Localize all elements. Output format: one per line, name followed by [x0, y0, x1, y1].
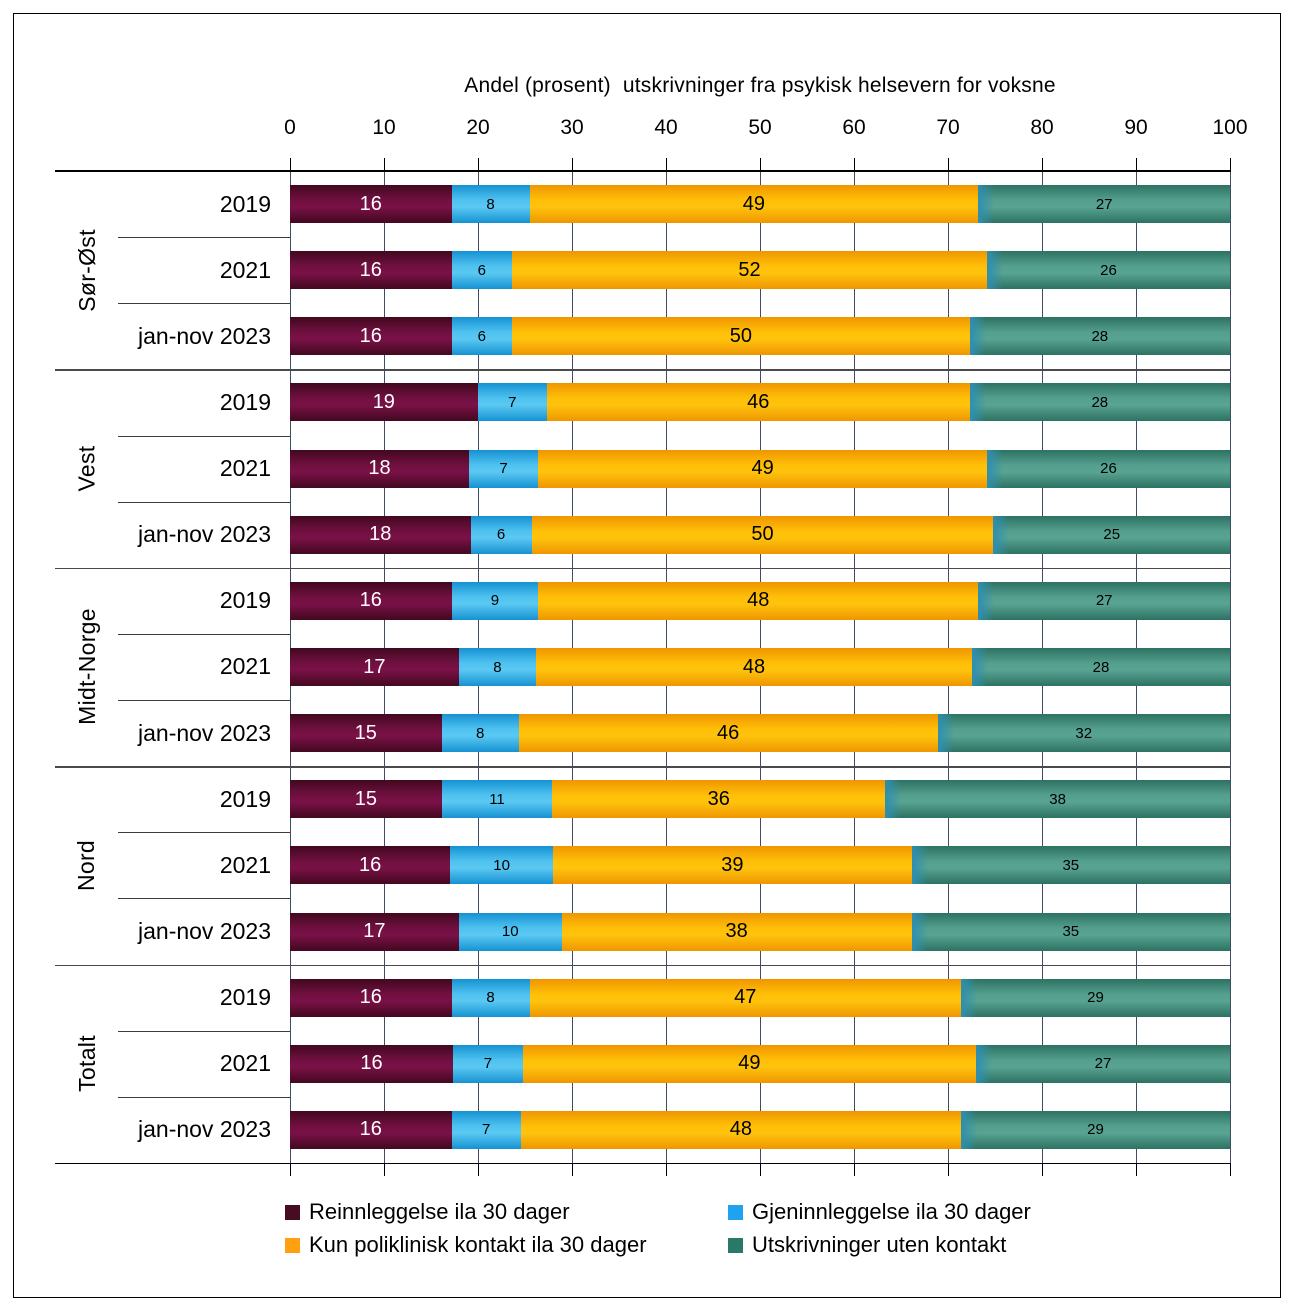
category-label: 2021	[219, 1050, 271, 1077]
group-label: Vest	[73, 445, 100, 492]
bar-segment	[290, 383, 478, 421]
bar-value-label: 16	[360, 1052, 383, 1075]
axis-tick-label: 90	[1124, 116, 1148, 139]
legend-swatch	[728, 1238, 743, 1253]
bar-value-label: 29	[1087, 1121, 1104, 1139]
bar-value-label: 8	[476, 724, 485, 742]
bar-segment	[885, 780, 1230, 818]
legend-entry	[285, 1199, 728, 1225]
bar-value-label: 52	[738, 258, 761, 281]
bar-value-label: 15	[354, 787, 377, 810]
bar-segment	[290, 516, 471, 554]
bar-value-label: 36	[707, 787, 730, 810]
bar-value-label: 48	[729, 1118, 752, 1141]
bar-segment	[290, 582, 452, 620]
bar-segment	[538, 450, 987, 488]
bar-value-label: 19	[372, 390, 395, 413]
bar-value-label: 35	[1062, 923, 1080, 941]
category-label: jan-nov 2023	[138, 521, 271, 548]
bar-value-label: 8	[486, 989, 495, 1007]
axis-tick-label: 70	[936, 116, 960, 139]
bar-segment	[452, 582, 539, 620]
bar-segment	[290, 251, 452, 289]
stacked-bar	[290, 913, 1230, 951]
bar-value-label: 38	[725, 920, 748, 943]
bar-value-label: 27	[1095, 592, 1113, 610]
bar-segment	[290, 846, 450, 884]
legend-swatch	[728, 1205, 743, 1220]
bar-segment	[987, 251, 1230, 289]
bar-segment	[976, 1045, 1230, 1083]
bar-value-label: 32	[1075, 724, 1093, 742]
category-label: jan-nov 2023	[138, 322, 271, 349]
group-label: Sør-Øst	[73, 228, 100, 312]
bar-segment	[552, 780, 885, 818]
bar-segment	[290, 979, 452, 1017]
stacked-bar	[290, 846, 1230, 884]
stacked-bar	[290, 582, 1230, 620]
bar-value-label: 7	[483, 1055, 493, 1073]
bar-value-label: 46	[717, 721, 740, 744]
bar-value-label: 6	[477, 327, 486, 345]
axis-tick-bottom	[666, 1163, 667, 1176]
legend-label: Gjeninnleggelse ila 30 dager	[752, 1199, 1031, 1224]
stacked-bar	[290, 780, 1230, 818]
axis-tick-bottom	[572, 1163, 573, 1176]
axis-tick-bottom	[1136, 1163, 1137, 1176]
bar-segment	[290, 913, 459, 951]
bar-segment	[532, 516, 994, 554]
bar-value-label: 18	[368, 457, 391, 480]
bar-segment	[553, 846, 911, 884]
axis-tick-bottom	[1042, 1163, 1043, 1176]
bar-segment	[972, 648, 1230, 686]
category-label: 2021	[219, 653, 271, 680]
axis-tick-bottom	[290, 1163, 291, 1176]
category-label: 2021	[219, 851, 271, 878]
bar-segment	[530, 979, 961, 1017]
bar-value-label: 50	[751, 523, 774, 546]
bar-value-label: 7	[508, 393, 517, 411]
legend-entry	[285, 1232, 728, 1258]
bar-segment	[469, 450, 538, 488]
bar-value-label: 16	[359, 986, 382, 1009]
legend-label: Kun poliklinisk kontakt ila 30 dager	[309, 1232, 647, 1257]
bar-value-label: 50	[729, 324, 752, 347]
legend-entry	[728, 1199, 1145, 1225]
stacked-bar	[290, 317, 1230, 355]
stacked-bar	[290, 979, 1230, 1017]
bar-value-label: 10	[493, 856, 510, 874]
bar-value-label: 26	[1100, 261, 1117, 279]
category-label: jan-nov 2023	[138, 719, 271, 746]
axis-tick-label: 40	[654, 116, 678, 139]
bar-value-label: 16	[359, 589, 382, 612]
bar-segment	[512, 251, 987, 289]
bar-value-label: 39	[721, 853, 744, 876]
bar-value-label: 49	[751, 457, 774, 480]
category-label: 2021	[219, 256, 271, 283]
legend-label: Utskrivninger uten kontakt	[752, 1232, 1007, 1257]
legend	[285, 1199, 1145, 1258]
bar-value-label: 38	[1049, 790, 1066, 808]
bar-segment	[912, 846, 1230, 884]
chart-title: Andel (prosent) utskrivninger fra psykisk helsevern for voksne	[464, 74, 1056, 97]
group-label-cell	[55, 369, 119, 567]
bar-segment	[993, 516, 1230, 554]
bar-segment	[290, 450, 469, 488]
stacked-bar	[290, 1045, 1230, 1083]
bar-value-label: 49	[738, 1052, 761, 1075]
bar-value-label: 17	[363, 920, 386, 943]
bar-value-label: 29	[1087, 989, 1104, 1007]
axis-tick-bottom	[478, 1163, 479, 1176]
category-label: 2019	[219, 984, 271, 1011]
axis-tick-label: 30	[560, 116, 584, 139]
bar-segment	[970, 383, 1230, 421]
bar-segment	[442, 780, 553, 818]
bar-segment	[450, 846, 553, 884]
bar-segment	[452, 1111, 521, 1149]
stacked-bar	[290, 450, 1230, 488]
bar-value-label: 11	[489, 790, 505, 808]
group-label-cell	[55, 171, 119, 369]
bar-segment	[523, 1045, 976, 1083]
bar-segment	[290, 714, 442, 752]
bar-value-label: 16	[359, 192, 382, 215]
bar-value-label: 25	[1103, 526, 1121, 544]
bar-value-label: 47	[734, 986, 757, 1009]
bar-segment	[978, 185, 1230, 223]
axis-tick-label: 100	[1212, 116, 1248, 139]
bar-value-label: 17	[363, 655, 386, 678]
bar-segment	[987, 450, 1230, 488]
bar-segment	[290, 1045, 453, 1083]
bar-value-label: 8	[493, 658, 502, 676]
stacked-bar	[290, 251, 1230, 289]
axis-tick-label: 20	[466, 116, 490, 139]
category-label: 2019	[219, 190, 271, 217]
bar-segment	[471, 516, 532, 554]
bar-value-label: 7	[482, 1121, 491, 1139]
bar-segment	[290, 1111, 452, 1149]
bar-value-label: 46	[747, 390, 770, 413]
stacked-bar	[290, 516, 1230, 554]
axis-tick-label: 10	[372, 116, 396, 139]
legend-entry	[728, 1232, 1145, 1258]
bar-segment	[459, 648, 536, 686]
bar-segment	[521, 1111, 961, 1149]
axis-tick-label: 0	[284, 116, 296, 139]
stacked-bar	[290, 185, 1230, 223]
bar-segment	[452, 185, 530, 223]
group-label: Midt-Norge	[73, 608, 100, 726]
stacked-bar	[290, 714, 1230, 752]
bar-value-label: 16	[359, 258, 382, 281]
bar-value-label: 8	[486, 195, 495, 213]
bar-segment	[912, 913, 1230, 951]
bar-segment	[538, 582, 978, 620]
bar-segment	[978, 582, 1230, 620]
bar-value-label: 28	[1091, 393, 1109, 411]
bar-segment	[452, 251, 513, 289]
bar-segment	[530, 185, 979, 223]
axis-tick-bottom	[854, 1163, 855, 1176]
group-label-cell	[55, 568, 119, 766]
bar-value-label: 6	[477, 261, 486, 279]
bar-segment	[536, 648, 972, 686]
axis-tick-bottom	[384, 1163, 385, 1176]
bar-value-label: 48	[747, 589, 770, 612]
bar-segment	[938, 714, 1230, 752]
bar-value-label: 6	[496, 526, 506, 544]
axis-tick-bottom	[1230, 1163, 1231, 1176]
bar-segment	[961, 979, 1230, 1017]
bar-value-label: 18	[369, 523, 392, 546]
stacked-bar	[290, 648, 1230, 686]
bar-value-label: 49	[742, 192, 766, 215]
bar-segment	[453, 1045, 523, 1083]
bar-segment	[961, 1111, 1230, 1149]
category-label: 2019	[219, 388, 271, 415]
bar-value-label: 15	[354, 721, 377, 744]
bar-segment	[478, 383, 547, 421]
bar-segment	[512, 317, 969, 355]
axis-tick-bottom	[948, 1163, 949, 1176]
category-label: 2019	[219, 587, 271, 614]
bar-value-label: 35	[1062, 856, 1080, 874]
bar-value-label: 28	[1092, 658, 1110, 676]
bar-segment	[562, 913, 912, 951]
group-label-cell	[55, 965, 119, 1163]
category-label: 2021	[219, 455, 271, 482]
bar-value-label: 9	[490, 592, 500, 610]
bar-value-label: 48	[742, 655, 766, 678]
legend-label: Reinnleggelse ila 30 dager	[309, 1199, 570, 1224]
bar-value-label: 27	[1095, 195, 1113, 213]
category-label: jan-nov 2023	[138, 918, 271, 945]
bar-segment	[290, 317, 452, 355]
axis-tick-bottom	[760, 1163, 761, 1176]
bar-value-label: 26	[1100, 460, 1117, 478]
category-label: jan-nov 2023	[138, 1116, 271, 1143]
bar-segment	[452, 317, 513, 355]
bar-segment	[452, 979, 530, 1017]
bar-segment	[970, 317, 1230, 355]
stacked-bar	[290, 383, 1230, 421]
axis-tick-label: 60	[842, 116, 866, 139]
legend-swatch	[285, 1205, 300, 1220]
bar-value-label: 16	[359, 1118, 382, 1141]
group-label-cell	[55, 766, 119, 964]
bar-segment	[290, 780, 442, 818]
axis-tick-label: 80	[1030, 116, 1054, 139]
bar-segment	[290, 185, 452, 223]
group-label: Nord	[73, 839, 100, 891]
category-label: 2019	[219, 785, 271, 812]
bar-value-label: 28	[1091, 327, 1109, 345]
bar-segment	[290, 648, 459, 686]
bar-segment	[442, 714, 519, 752]
axis-tick-label: 50	[748, 116, 772, 139]
bar-segment	[547, 383, 970, 421]
bar-segment	[459, 913, 562, 951]
legend-swatch	[285, 1238, 300, 1253]
gridline	[1230, 171, 1231, 1163]
bar-segment	[519, 714, 938, 752]
bar-value-label: 10	[501, 923, 519, 941]
bar-value-label: 16	[358, 853, 382, 876]
stacked-bar	[290, 1111, 1230, 1149]
group-label: Totalt	[73, 1035, 100, 1093]
bar-value-label: 7	[499, 460, 508, 478]
bar-value-label: 16	[359, 324, 382, 347]
bar-value-label: 27	[1094, 1055, 1112, 1073]
